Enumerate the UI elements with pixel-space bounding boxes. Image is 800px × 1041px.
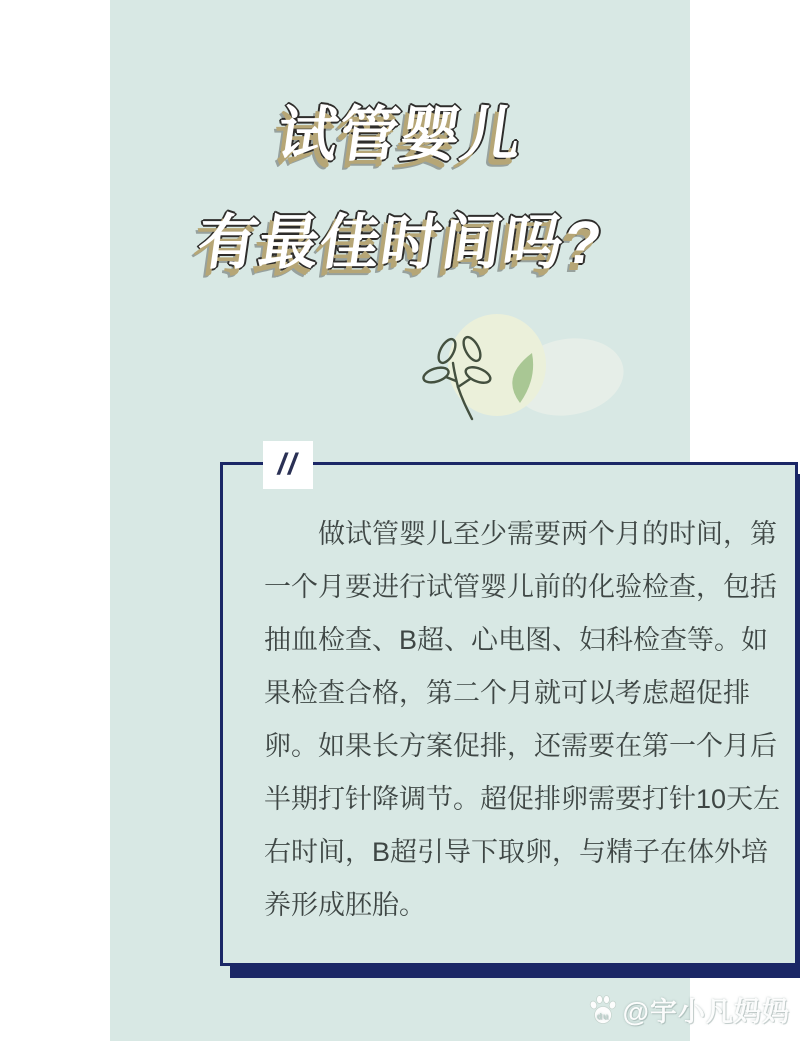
watermark xyxy=(588,990,790,1029)
body-text-line: 果检查合格，第二个月就可以考虑超促排 xyxy=(264,678,750,708)
double-slash-icon: // xyxy=(277,448,299,481)
content-box xyxy=(220,448,798,966)
baidu-paw-icon xyxy=(588,994,618,1026)
leaf-sprig-illustration xyxy=(420,303,630,428)
body-text-line: 抽血检查、B超、心电图、妇科检查等。如 xyxy=(264,625,769,655)
body-text-line: 卵。如果长方案促排，还需要在第一个月后 xyxy=(264,731,777,761)
watermark-handle: @宇小凡妈妈 xyxy=(622,997,790,1027)
body-text-line: 养形成胚胎。 xyxy=(264,890,426,920)
title-line-2: 有最佳时间吗? xyxy=(193,209,607,276)
body-text-line: 做试管婴儿至少需要两个月的时间，第 xyxy=(318,519,777,549)
body-text-line: 半期打针降调节。超促排卵需要打针10天左 xyxy=(264,784,781,814)
body-text xyxy=(223,465,795,932)
title-line-1: 试管婴儿 xyxy=(273,101,527,168)
body-text-line: 一个月要进行试管婴儿前的化验检查，包括 xyxy=(264,572,777,602)
paw-icon-label: du xyxy=(596,1010,609,1021)
body-text-line: 右时间，B超引导下取卵，与精子在体外培 xyxy=(264,837,769,867)
